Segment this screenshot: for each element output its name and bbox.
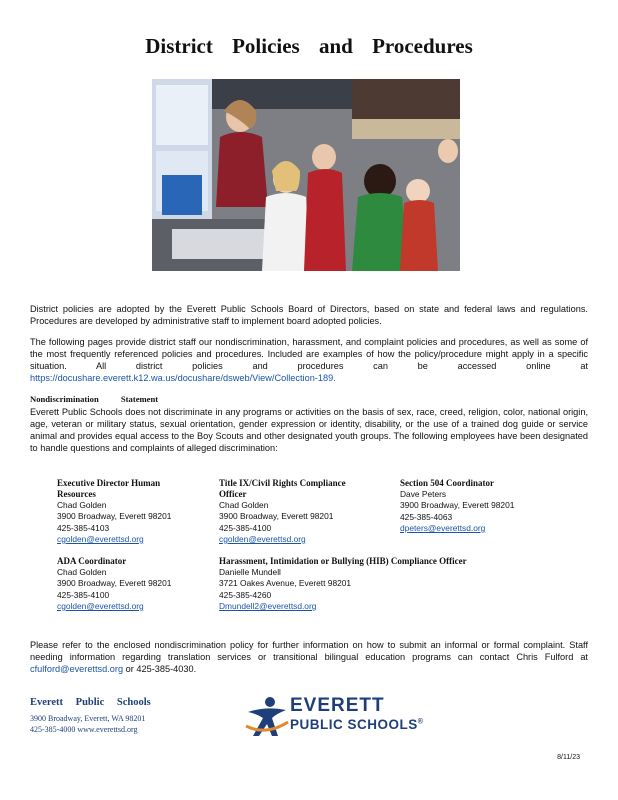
contact-title: ADA Coordinator	[57, 556, 127, 566]
logo-line-2: PUBLIC SCHOOLS®	[290, 717, 424, 732]
contact-title: Section 504 Coordinator	[400, 478, 494, 488]
contact-title-ix	[219, 478, 359, 545]
contact-address: 3721 Oakes Avenue, Everett 98201	[219, 578, 352, 589]
contact-phone: 425-385-4103	[57, 522, 110, 533]
contact-phone: 425-385-4100	[219, 522, 272, 533]
page-title: District Policies and Procedures	[145, 34, 473, 58]
logo-figure-icon	[244, 692, 290, 742]
contact-hib	[219, 556, 529, 612]
complaint-paragraph	[30, 639, 588, 675]
everett-public-schools-logo	[244, 692, 454, 742]
contact-name: Chad Golden	[57, 500, 107, 510]
policies-paragraph-text: The following pages provide district staff our nondiscrimination, harassment, and complaint policies and procedures, as well as some of the most frequently referenced policies and procedures. Included are examples of how the policy/procedure might apply in a specific situation. All district policies and procedures can be accessed online at	[30, 337, 588, 371]
fulford-email-link[interactable]: cfulford@everettsd.org	[30, 664, 124, 674]
logo-line-1: EVERETT	[290, 695, 385, 716]
complaint-paragraph-phone: or 425-385-4030.	[125, 664, 197, 674]
docushare-link[interactable]: https://docushare.everett.k12.wa.us/docushare/dsweb/View/Collection-189.	[30, 373, 336, 383]
policies-paragraph	[30, 336, 588, 384]
contact-address: 3900 Broadway, Everett 98201	[57, 578, 172, 589]
intro-paragraph: District policies are adopted by the Everett Public Schools Board of Directors, based on state and federal laws and regulations. Procedures are developed by administrative staff to implement board adopted policies.	[30, 304, 588, 326]
contact-title: Title IX/Civil Rights Compliance Officer	[219, 478, 346, 499]
contact-address: 3900 Broadway, Everett 98201	[219, 511, 334, 522]
footer-contact	[30, 697, 151, 735]
contact-title: Executive Director Human Resources	[57, 478, 161, 499]
contact-name: Chad Golden	[57, 567, 107, 577]
footer-org-name: Everett Public Schools	[30, 697, 151, 708]
contact-name: Chad Golden	[219, 500, 269, 510]
contact-name: Dave Peters	[400, 489, 447, 499]
contact-phone: 425-385-4063	[400, 511, 453, 522]
contact-section-504	[400, 478, 560, 534]
footer-phone-web: 425-385-4000 www.everettsd.org	[30, 725, 138, 734]
contact-exec-director	[57, 478, 192, 545]
contact-phone: 425-385-4100	[57, 589, 110, 600]
contact-title: Harassment, Intimidation or Bullying (HIB) Compliance Officer	[219, 556, 467, 566]
contact-email[interactable]: cgolden@everettsd.org	[219, 533, 306, 544]
contact-address: 3900 Broadway, Everett 98201	[400, 500, 515, 511]
nondiscrimination-paragraph: Everett Public Schools does not discriminate in any programs or activities on the basis of sex, race, creed, religion, color, national origin, age, veteran or military status, sexual orientation, gender expression or identity, disability, or the use of a trained dog guide or service animal and provides equal access to the Boy Scouts and other designated youth groups. The following employees have been designated to handle questions and complaints of alleged discrimination:	[30, 407, 588, 453]
contact-ada	[57, 556, 197, 612]
complaint-paragraph-text: Please refer to the enclosed nondiscrimination policy for further information on how to submit an informal or formal complaint. Staff needing information regarding translation services or transitional bilingual education programs can contact Chris Fulford at	[30, 640, 588, 662]
contact-email[interactable]: cgolden@everettsd.org	[57, 600, 144, 611]
document-date: 8/11/23	[557, 754, 580, 761]
contact-phone: 425-385-4260	[219, 589, 272, 600]
footer-address: 3900 Broadway, Everett, WA 98201	[30, 714, 146, 723]
contact-email[interactable]: dpeters@everettsd.org	[400, 522, 486, 533]
classroom-photo	[152, 79, 460, 271]
nondiscrimination-heading: Nondiscrimination Statement	[30, 394, 159, 404]
contact-name: Danielle Mundell	[219, 567, 281, 577]
contact-email[interactable]: Dmundell2@everettsd.org	[219, 600, 317, 611]
contact-address: 3900 Broadway, Everett 98201	[57, 511, 172, 522]
contact-email[interactable]: cgolden@everettsd.org	[57, 533, 144, 544]
